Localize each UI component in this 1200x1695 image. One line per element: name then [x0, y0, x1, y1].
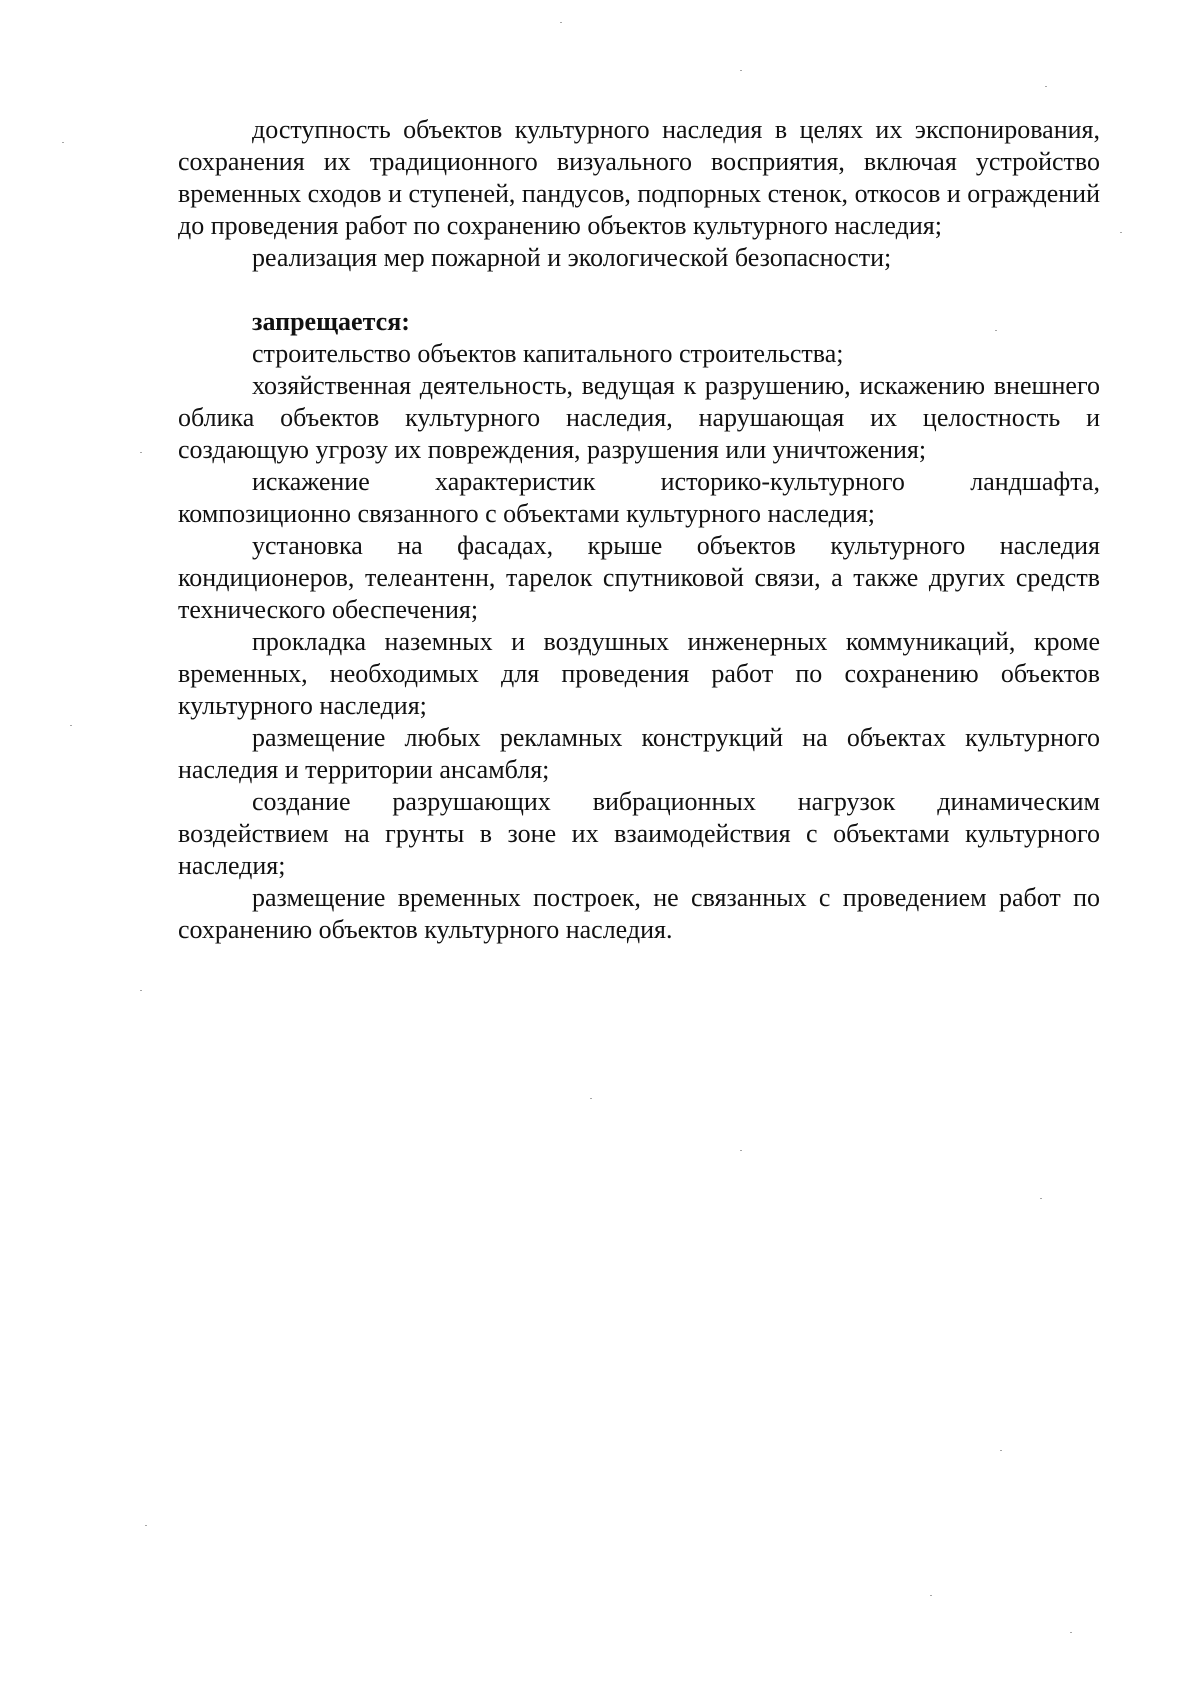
allowed-paragraph-safety: реализация мер пожарной и экологической безопасности;	[252, 243, 892, 272]
scan-speck	[1120, 232, 1122, 233]
scan-speck	[1045, 86, 1047, 87]
scan-speck	[995, 330, 997, 331]
scan-speck	[560, 22, 562, 23]
prohibited-item-economic-activity: хозяйственная деятельность, ведущая к разрушению, искажению внешнего облика объектов культурного наследия, нарушающая их целостность и создающую угрозу их повреждения, разрушения или уничтожения;	[178, 371, 1100, 464]
scan-speck	[1070, 1632, 1072, 1633]
prohibited-item-temporary-buildings: размещение временных построек, не связанных с проведением работ по сохранению объектов культурного наследия.	[178, 883, 1100, 944]
scan-speck	[930, 1595, 932, 1596]
prohibited-item-landscape-distortion: искажение характеристик историко-культурного ландшафта, композиционно связанного с объектами культурного наследия;	[178, 467, 1100, 528]
scan-speck	[740, 1150, 742, 1151]
allowed-paragraph-access: доступность объектов культурного наследия в целях их экспонирования, сохранения их традиционного визуального восприятия, включая устройство временных сходов и ступеней, пандусов, подпорных стенок, откосов и ограждений до проведения работ по сохранению объектов культурного наследия;	[178, 115, 1100, 240]
scan-speck	[740, 70, 742, 71]
prohibited-item-facade-equipment: установка на фасадах, крыше объектов культурного наследия кондиционеров, телеантенн, тарелок спутниковой связи, а также других средств технического обеспечения;	[178, 531, 1100, 624]
scan-speck	[140, 990, 142, 991]
scan-speck	[70, 725, 72, 726]
document-body	[178, 114, 1100, 946]
scan-speck	[1040, 1198, 1042, 1199]
prohibited-item-vibration: создание разрушающих вибрационных нагрузок динамическим воздействием на грунты в зоне их взаимодействия с объектами культурного наследия;	[178, 787, 1100, 880]
prohibited-heading: запрещается:	[252, 307, 410, 336]
prohibited-item-construction: строительство объектов капитального строительства;	[252, 339, 844, 368]
scan-speck	[1000, 1450, 1002, 1451]
scan-speck	[62, 142, 64, 143]
prohibited-item-utilities: прокладка наземных и воздушных инженерных коммуникаций, кроме временных, необходимых для проведения работ по сохранению объектов культурного наследия;	[178, 627, 1100, 720]
scan-speck	[145, 1525, 147, 1526]
scan-speck	[590, 1098, 592, 1099]
prohibited-item-advertising: размещение любых рекламных конструкций на объектах культурного наследия и территории ансамбля;	[178, 723, 1100, 784]
scan-speck	[140, 452, 142, 453]
